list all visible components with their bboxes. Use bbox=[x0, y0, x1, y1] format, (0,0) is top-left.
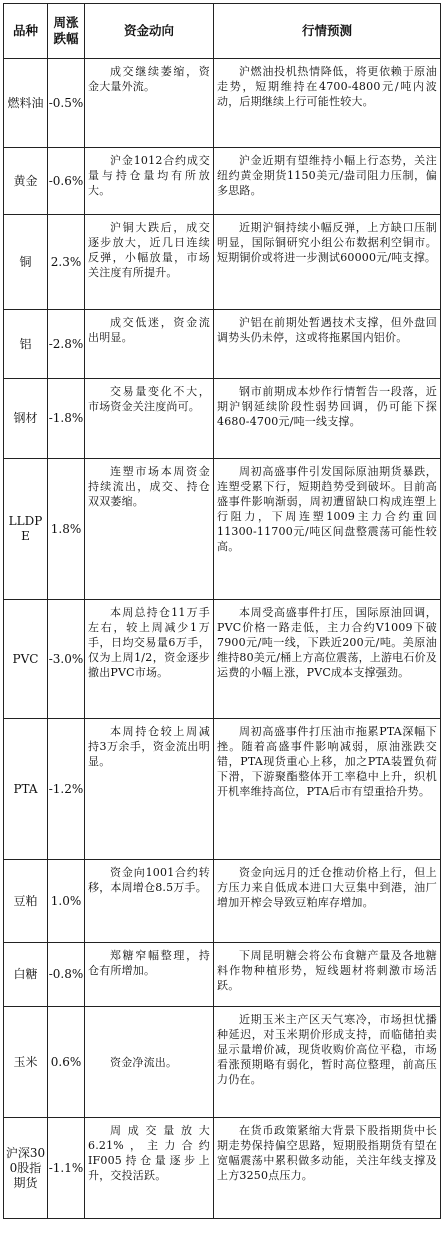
forecast: 周初高盛事件引发国际原油期货暴跌，连塑受累下行，短期趋势受到破坏。目前高盛事件影响渐弱，周初遭留缺口构成连塑上行阻力，下周连塑1009主力合约重回11300-11700元/吨区间盘整震荡可能性较高。 bbox=[214, 459, 441, 600]
fund-flow: 成交继续萎缩，资金大量外流。 bbox=[85, 59, 214, 148]
table-row bbox=[4, 148, 441, 215]
variety-name: 玉米 bbox=[4, 1007, 48, 1118]
variety-name: PTA bbox=[4, 719, 48, 860]
weekly-change: -3.0% bbox=[48, 600, 85, 719]
weekly-change: 1.8% bbox=[48, 459, 85, 600]
variety-name: 白糖 bbox=[4, 943, 48, 1007]
fund-flow: 本周总持仓11万手左右，较上周减少1万手，日均交易量6万手，仅为上周1/2，资金逐步撤出PVC市场。 bbox=[85, 600, 214, 719]
weekly-change: -0.8% bbox=[48, 943, 85, 1007]
weekly-change: -2.8% bbox=[48, 310, 85, 379]
table-row bbox=[4, 1118, 441, 1219]
forecast: 在货币政策紧缩大背景下股指期货中长期走势保持偏空思路，短期股指期货有望在宽幅震荡中累积做多动能，关注年线支撑及上方3250点压力。 bbox=[214, 1118, 441, 1219]
forecast: 近期沪铜持续小幅反弹，上方缺口压制明显，国际铜研究小组公布数据利空铜市。短期铜价或将进一步测试60000元/吨支撑。 bbox=[214, 215, 441, 310]
table-row bbox=[4, 943, 441, 1007]
weekly-change: -1.2% bbox=[48, 719, 85, 860]
table-row bbox=[4, 459, 441, 600]
variety-name: 铝 bbox=[4, 310, 48, 379]
header-variety: 品种 bbox=[4, 4, 48, 59]
variety-name: LLDPE bbox=[4, 459, 48, 600]
header-fund-flow: 资金动向 bbox=[85, 4, 214, 59]
forecast: 沪金近期有望维持小幅上行态势，关注纽约黄金期货1150美元/盎司阻力压制，偏多思路。 bbox=[214, 148, 441, 215]
weekly-change: -0.5% bbox=[48, 59, 85, 148]
weekly-change: 1.0% bbox=[48, 860, 85, 943]
forecast: 钢市前期成本炒作行情暂告一段落，近期沪钢延续阶段性弱势回调，仍可能下探4680-4700元/吨一线支撑。 bbox=[214, 379, 441, 459]
forecast: 沪铝在前期处暂遇技术支撑，但外盘回调势头仍未停，这或将拖累国内铝价。 bbox=[214, 310, 441, 379]
variety-name: 沪深300股指期货 bbox=[4, 1118, 48, 1219]
weekly-change: -1.8% bbox=[48, 379, 85, 459]
variety-name: 黄金 bbox=[4, 148, 48, 215]
fund-flow: 资金净流出。 bbox=[85, 1007, 214, 1118]
table-row bbox=[4, 379, 441, 459]
fund-flow: 连塑市场本周资金持续流出，成交、持仓双双萎缩。 bbox=[85, 459, 214, 600]
table-row bbox=[4, 310, 441, 379]
fund-flow: 成交低迷，资金流出明显。 bbox=[85, 310, 214, 379]
market-forecast-table bbox=[3, 3, 441, 1219]
table-header-row bbox=[4, 4, 441, 59]
forecast: 下周昆明糖会将公布食糖产量及各地糖料作物种植形势，短线题材将刺激市场活跃。 bbox=[214, 943, 441, 1007]
weekly-change: -0.6% bbox=[48, 148, 85, 215]
fund-flow: 沪铜大跌后，成交逐步放大，近几日连续反弹，小幅放量，市场关注度有所提升。 bbox=[85, 215, 214, 310]
forecast: 本周受高盛事件打压，国际原油回调，PVC价格一路走低，主力合约V1009下破7900元/吨一线，下跌近200元/吨。美原油维持80美元/桶上方高位震荡，上游电石价及运费的小幅上涨，PVC成本支撑强劲。 bbox=[214, 600, 441, 719]
weekly-change: 0.6% bbox=[48, 1007, 85, 1118]
variety-name: 铜 bbox=[4, 215, 48, 310]
forecast: 沪燃油投机热情降低，将更依赖于原油走势，短期维持在4700-4800元/吨内波动，后期继续上行可能性较大。 bbox=[214, 59, 441, 148]
fund-flow: 郑糖窄幅整理，持仓有所增加。 bbox=[85, 943, 214, 1007]
variety-name: 豆粕 bbox=[4, 860, 48, 943]
forecast: 周初高盛事件打压油市拖累PTA深幅下挫。随着高盛事件影响减弱，原油涨跌交错，PTA现货重心上移，加之PTA装置负荷下滑，下游聚酯整体开工率稳中上升，织机开机率维持高位，PTA后市有望重拾升势。 bbox=[214, 719, 441, 860]
table-row bbox=[4, 719, 441, 860]
header-weekly-change: 周涨跌幅 bbox=[48, 4, 85, 59]
fund-flow: 本周持仓较上周减持3万余手，资金流出明显。 bbox=[85, 719, 214, 860]
market-table-wrap bbox=[3, 3, 440, 1219]
table-row bbox=[4, 59, 441, 148]
variety-name: PVC bbox=[4, 600, 48, 719]
forecast: 资金向远月的迁仓推动价格上行，但上方压力来自低成本进口大豆集中到港，油厂增加开榨会导致豆粕库存增加。 bbox=[214, 860, 441, 943]
weekly-change: -1.1% bbox=[48, 1118, 85, 1219]
fund-flow: 交易量变化不大，市场资金关注度尚可。 bbox=[85, 379, 214, 459]
variety-name: 燃料油 bbox=[4, 59, 48, 148]
table-row bbox=[4, 215, 441, 310]
header-forecast: 行情预测 bbox=[214, 4, 441, 59]
variety-name: 钢材 bbox=[4, 379, 48, 459]
forecast: 近期玉米主产区天气寒冷，市场担忧播种延迟，对玉米期价形成支持，而临储拍卖显示量增价减，现货收购价高位平稳，市场看涨预期略有弱化，暂时高位整理，前高压力仍在。 bbox=[214, 1007, 441, 1118]
fund-flow: 沪金1012合约成交量与持仓量均有所放大。 bbox=[85, 148, 214, 215]
table-row bbox=[4, 860, 441, 943]
fund-flow: 资金向1001合约转移，本周增仓8.5万手。 bbox=[85, 860, 214, 943]
weekly-change: 2.3% bbox=[48, 215, 85, 310]
table-row bbox=[4, 600, 441, 719]
fund-flow: 周成交量放大6.21%，主力合约IF005持仓量逐步上升，交投活跃。 bbox=[85, 1118, 214, 1219]
table-row bbox=[4, 1007, 441, 1118]
